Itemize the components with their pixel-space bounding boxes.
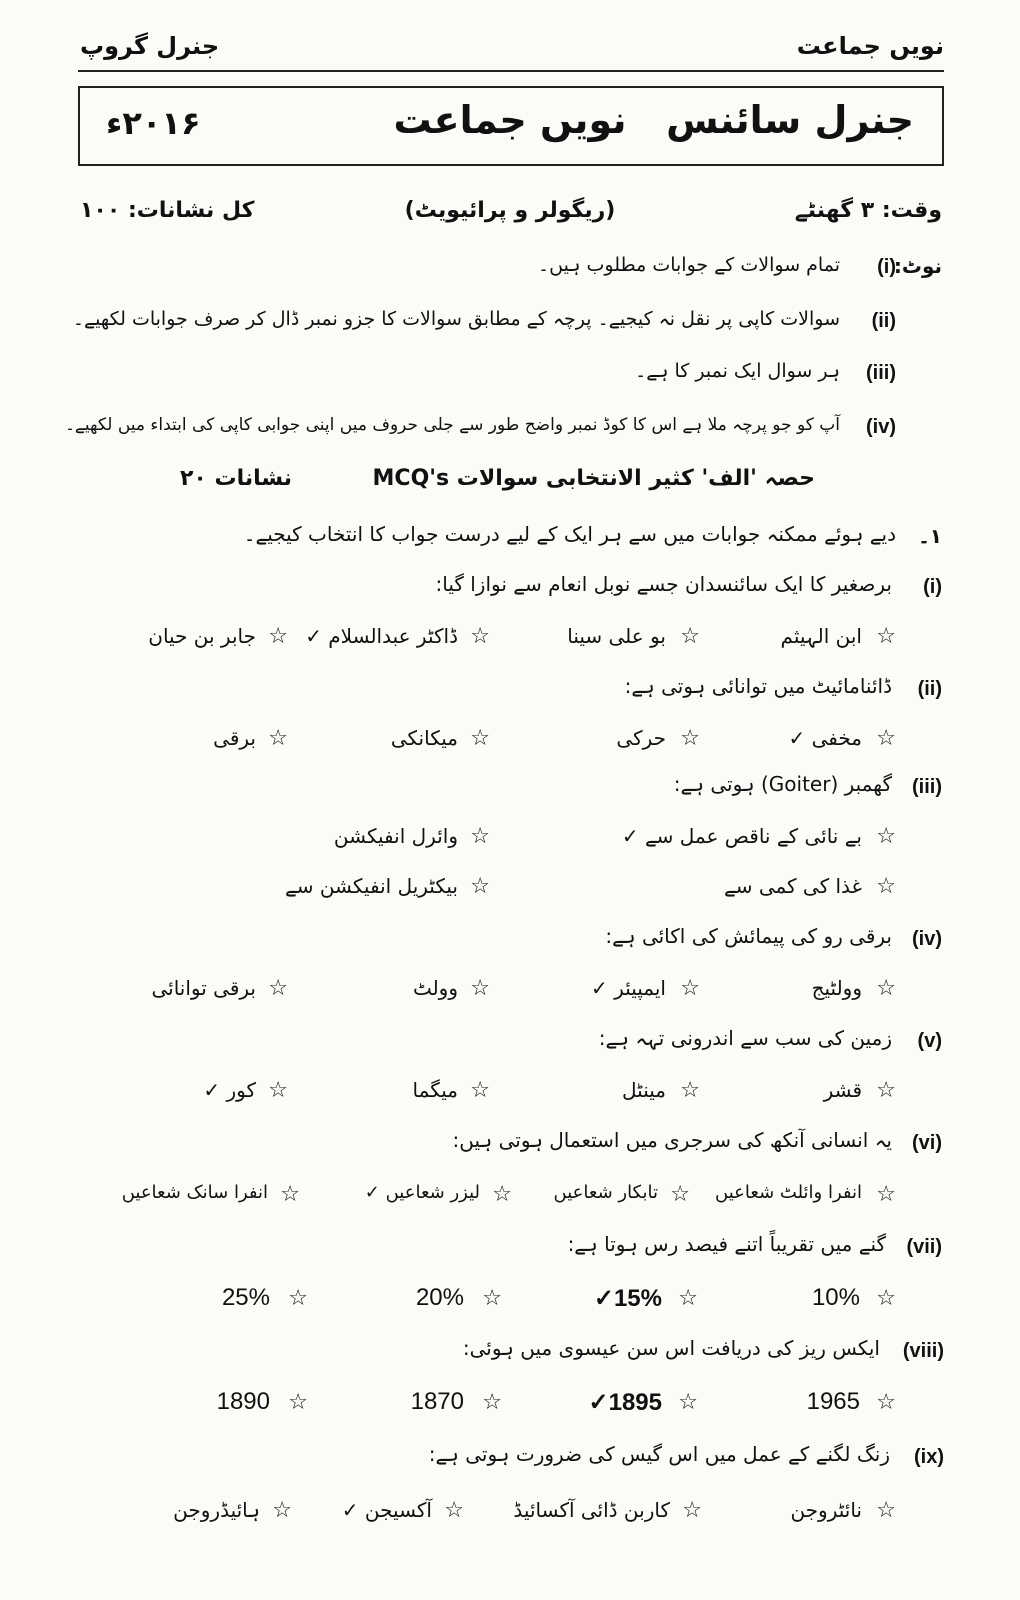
q3-option-3: غذا کی کمی سے	[723, 874, 862, 898]
star-icon: ☆	[678, 1390, 698, 1415]
q2-option-4: برقی	[213, 726, 256, 750]
star-icon: ☆	[876, 1498, 896, 1523]
star-icon: ☆	[876, 1182, 896, 1207]
q4-option-3: وولٹ	[412, 976, 458, 1000]
question-2-number: (ii)	[917, 678, 942, 700]
star-icon: ☆	[482, 1286, 502, 1311]
q5-option-1: قشر	[823, 1078, 862, 1102]
star-icon: ☆	[470, 1078, 490, 1103]
q2-option-3: میکانکی	[390, 726, 458, 750]
question-6-number: (vi)	[912, 1132, 942, 1154]
q9-option-3: آکسیجن ✓	[341, 1498, 432, 1522]
star-icon: ☆	[268, 624, 288, 649]
star-icon: ☆	[876, 726, 896, 751]
star-icon: ☆	[470, 874, 490, 899]
section-marks: نشانات ۲۰	[180, 466, 293, 491]
note-3-text: ہر سوال ایک نمبر کا ہے۔	[635, 360, 840, 382]
q6-option-1: انفرا وائلٹ شعاعیں	[715, 1182, 862, 1203]
question-3-number: (iii)	[912, 776, 942, 798]
star-icon: ☆	[680, 1078, 700, 1103]
q1-option-2: بو علی سینا	[567, 624, 666, 648]
star-icon: ☆	[268, 976, 288, 1001]
question-2-text: ڈائنامائیٹ میں توانائی ہوتی ہے:	[624, 674, 892, 698]
exam-type: (ریگولر و پرائیویٹ)	[404, 198, 616, 223]
question-8-text: ایکس ریز کی دریافت اس سن عیسوی میں ہوئی:	[462, 1336, 880, 1360]
instruction-number: ۱۔	[918, 524, 942, 548]
note-4-text: آپ کو جو پرچہ ملا ہے اس کا کوڈ نمبر واضح طور سے جلی حروف میں اپنی جوابی کاپی کی ابتداء میں لکھیے۔	[64, 415, 840, 435]
class-title: نویں جماعت	[393, 98, 627, 142]
star-icon: ☆	[670, 1182, 690, 1207]
q5-option-3: میگما	[412, 1078, 458, 1102]
star-icon: ☆	[876, 874, 896, 899]
star-icon: ☆	[492, 1182, 512, 1207]
star-icon: ☆	[470, 624, 490, 649]
star-icon: ☆	[482, 1390, 502, 1415]
q6-option-2: تابکار شعاعیں	[553, 1182, 658, 1203]
header-group-label: جنرل گروپ	[80, 32, 220, 60]
instruction-text: دیے ہوئے ممکنہ جوابات میں سے ہر ایک کے لیے درست جواب کا انتخاب کیجیے۔	[243, 522, 896, 546]
exam-year: ۲۰۱۶ء	[106, 104, 201, 142]
subject-title: جنرل سائنس	[666, 98, 914, 142]
star-icon: ☆	[876, 1078, 896, 1103]
q7-option-3: 20%	[415, 1284, 464, 1311]
q9-option-4: ہائیڈروجن	[173, 1498, 260, 1522]
q1-option-1: ابن الہیثم	[780, 624, 862, 648]
star-icon: ☆	[680, 624, 700, 649]
question-9-number: (ix)	[914, 1446, 944, 1468]
star-icon: ☆	[288, 1286, 308, 1311]
q4-option-1: وولٹیج	[811, 976, 862, 1000]
note-3-number: (iii)	[866, 362, 896, 384]
star-icon: ☆	[876, 624, 896, 649]
q6-option-3: لیزر شعاعیں ✓	[364, 1182, 480, 1203]
notes-label: نوٹ:	[893, 254, 942, 278]
question-3-text: گھمبر (Goiter) ہوتی ہے:	[673, 772, 892, 796]
q8-option-3: 1870	[410, 1388, 464, 1415]
question-4-text: برقی رو کی پیمائش کی اکائی ہے:	[605, 924, 892, 948]
star-icon: ☆	[680, 976, 700, 1001]
question-1-number: (i)	[923, 576, 942, 598]
q4-option-4: برقی توانائی	[151, 976, 256, 1000]
star-icon: ☆	[876, 1286, 896, 1311]
question-8-number: (viii)	[902, 1340, 944, 1362]
question-5-text: زمین کی سب سے اندرونی تہہ ہے:	[598, 1026, 892, 1050]
q6-option-4: انفرا سانک شعاعیں	[121, 1182, 268, 1203]
q2-option-1: مخفی ✓	[788, 726, 862, 750]
q3-option-2: وائرل انفیکشن	[333, 824, 458, 848]
q1-option-4: جابر بن حیان	[148, 624, 256, 648]
star-icon: ☆	[470, 726, 490, 751]
note-1-text: تمام سوالات کے جوابات مطلوب ہیں۔	[538, 254, 840, 276]
q8-option-4: 1890	[216, 1388, 270, 1415]
star-icon: ☆	[268, 726, 288, 751]
q9-option-2: کاربن ڈائی آکسائیڈ	[513, 1498, 670, 1522]
question-7-number: (vii)	[906, 1236, 942, 1258]
q7-option-2: ✓15%	[593, 1285, 662, 1312]
header-class-label: نویں جماعت	[796, 32, 944, 60]
q7-option-4: 25%	[221, 1284, 270, 1311]
note-4-number: (iv)	[866, 416, 896, 438]
q7-option-1: 10%	[811, 1284, 860, 1311]
note-2-text: سوالات کاپی پر نقل نہ کیجیے۔ پرچہ کے مطابق سوالات کا جزو نمبر ڈال کر صرف جوابات لکھیے۔	[72, 308, 840, 330]
note-2-number: (ii)	[871, 310, 896, 332]
question-4-number: (iv)	[912, 928, 942, 950]
star-icon: ☆	[444, 1498, 464, 1523]
star-icon: ☆	[876, 976, 896, 1001]
question-7-text: گنے میں تقریباً اتنے فیصد رس ہوتا ہے:	[567, 1232, 886, 1256]
star-icon: ☆	[682, 1498, 702, 1523]
question-9-text: زنگ لگنے کے عمل میں اس گیس کی ضرورت ہوتی ہے:	[428, 1442, 890, 1466]
section-title: حصہ 'الف' کثیر الانتخابی سوالات MCQ's	[372, 466, 815, 491]
q9-option-1: نائٹروجن	[790, 1498, 862, 1522]
q1-option-3: ڈاکٹر عبدالسلام ✓	[305, 624, 458, 648]
question-1-text: برصغیر کا ایک سائنسدان جسے نوبل انعام سے نوازا گیا:	[435, 572, 892, 596]
star-icon: ☆	[470, 976, 490, 1001]
q5-option-4: کور ✓	[203, 1078, 256, 1102]
star-icon: ☆	[678, 1286, 698, 1311]
star-icon: ☆	[680, 726, 700, 751]
question-5-number: (v)	[917, 1030, 942, 1052]
time-label: وقت: ۳ گھنٹے	[794, 198, 942, 223]
header-rule	[78, 70, 944, 72]
q5-option-2: مینٹل	[622, 1078, 666, 1102]
q8-option-1: 1965	[806, 1388, 860, 1415]
total-marks: کل نشانات: ۱۰۰	[80, 198, 255, 223]
q4-option-2: ایمپیئر ✓	[591, 976, 666, 1000]
star-icon: ☆	[876, 1390, 896, 1415]
star-icon: ☆	[272, 1498, 292, 1523]
star-icon: ☆	[280, 1182, 300, 1207]
q8-option-2: ✓1895	[588, 1389, 662, 1416]
question-6-text: یہ انسانی آنکھ کی سرجری میں استعمال ہوتی ہیں:	[452, 1128, 892, 1152]
star-icon: ☆	[268, 1078, 288, 1103]
star-icon: ☆	[876, 824, 896, 849]
q3-option-4: بیکٹریل انفیکشن سے	[284, 874, 458, 898]
q2-option-2: حرکی	[616, 726, 666, 750]
star-icon: ☆	[470, 824, 490, 849]
note-1-number: (i)	[877, 256, 896, 278]
q3-option-1: بے نائی کے ناقص عمل سے ✓	[621, 824, 862, 848]
star-icon: ☆	[288, 1390, 308, 1415]
